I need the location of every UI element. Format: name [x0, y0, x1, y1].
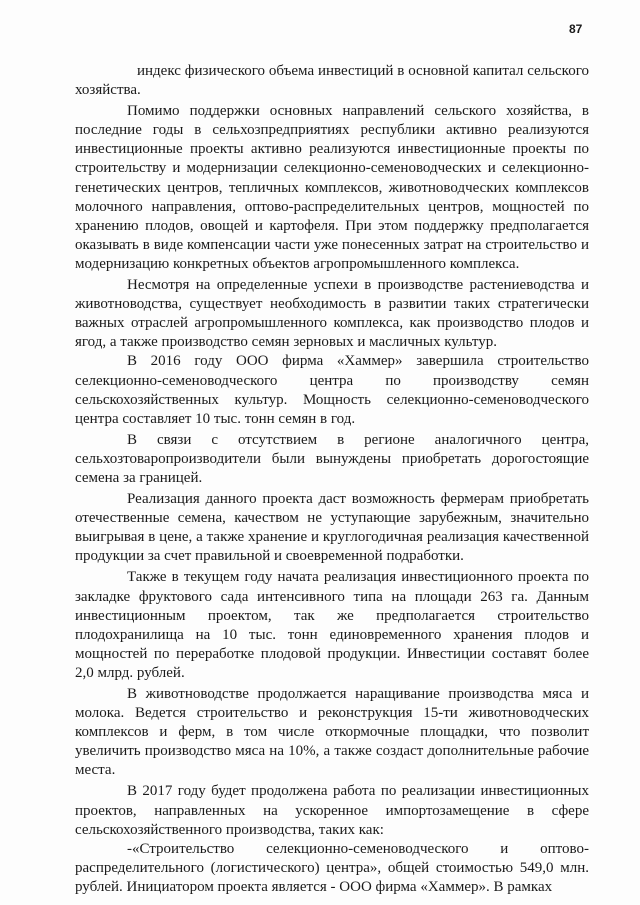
paragraph-3: Несмотря на определенные успехи в производстве растениеводства и животноводства, существует необходимость в развитии таких стратегически важных отраслей агропромышленного комплекса, как производство плодов и ягод, а также производство семян зерновых и масличных культур. — [75, 277, 589, 351]
paragraph-1: индекс физического объема инвестиций в основной капитал сельского хозяйства. — [75, 63, 589, 99]
body-text — [75, 62, 589, 897]
paragraph-5: В связи с отсутствием в регионе аналогичного центра, сельхозтоваропроизводители были вынуждены приобретать дорогостоящие семена за границей. — [75, 431, 589, 486]
page-number: 87 — [569, 22, 583, 36]
paragraph-8: В животноводстве продолжается наращивание производства мяса и молока. Ведется строительство и реконструкция 15-ти животноводческих комплексов и ферм, в том числе откормочные площадки, что позволит увеличить производство мяса на 10%, а также создаст дополнительные рабочие места. — [75, 686, 589, 779]
paragraph-4: В 2016 году ООО фирма «Хаммер» завершила строительство селекционно-семеноводческого центра по производству семян сельскохозяйственных культур. Мощность селекционно-семеноводческого центра составляет 10 тыс. тонн семян в год. — [75, 353, 589, 427]
paragraph-9: В 2017 году будет продолжена работа по реализации инвестиционных проектов, направленных на ускоренное импортозамещение в сфере сельскохозяйственного производства, таких как: — [75, 783, 589, 838]
paragraph-10: -«Строительство селекционно-семеноводческого и оптово- распределительного (логистического) центра», общей стоимостью 549,0 млн. рублей. Инициатором проекта является - ООО фирма «Хаммер». В рамках — [75, 840, 589, 895]
paragraph-7: Также в текущем году начата реализация инвестиционного проекта по закладке фруктового сада интенсивного типа на площади 263 га. Данным инвестиционным проектом, так же предполагается строительство плодохранилища на 10 тыс. тонн единовременного хранения плодов и мощностей по переработке плодовой продукции. Инвестиции составят более 2,0 млрд. рублей. — [75, 569, 589, 681]
paragraph-2: Помимо поддержки основных направлений сельского хозяйства, в последние годы в сельхозпредприятиях республики активно реализуются инвестиционные проекты активно реализуются инвестиционные проекты по строительству и модернизации селекционно-семеноводческих и селекционно-генетических центров, тепличных комплексов, животноводческих комплексов молочного направления, оптово-распределительных центров, мощностей по хранению плодов, овощей и картофеля. При этом поддержку предполагается оказывать в виде компенсации части уже понесенных затрат на строительство и модернизацию конкретных объектов агропромышленного комплекса. — [75, 103, 589, 272]
paragraph-6: Реализация данного проекта даст возможность фермерам приобретать отечественные семена, качеством не уступающие зарубежным, значительно выигрывая в цене, а также хранение и круглогодичная реализация качественной продукции за счет правильной и своевременной подработки. — [75, 491, 589, 565]
